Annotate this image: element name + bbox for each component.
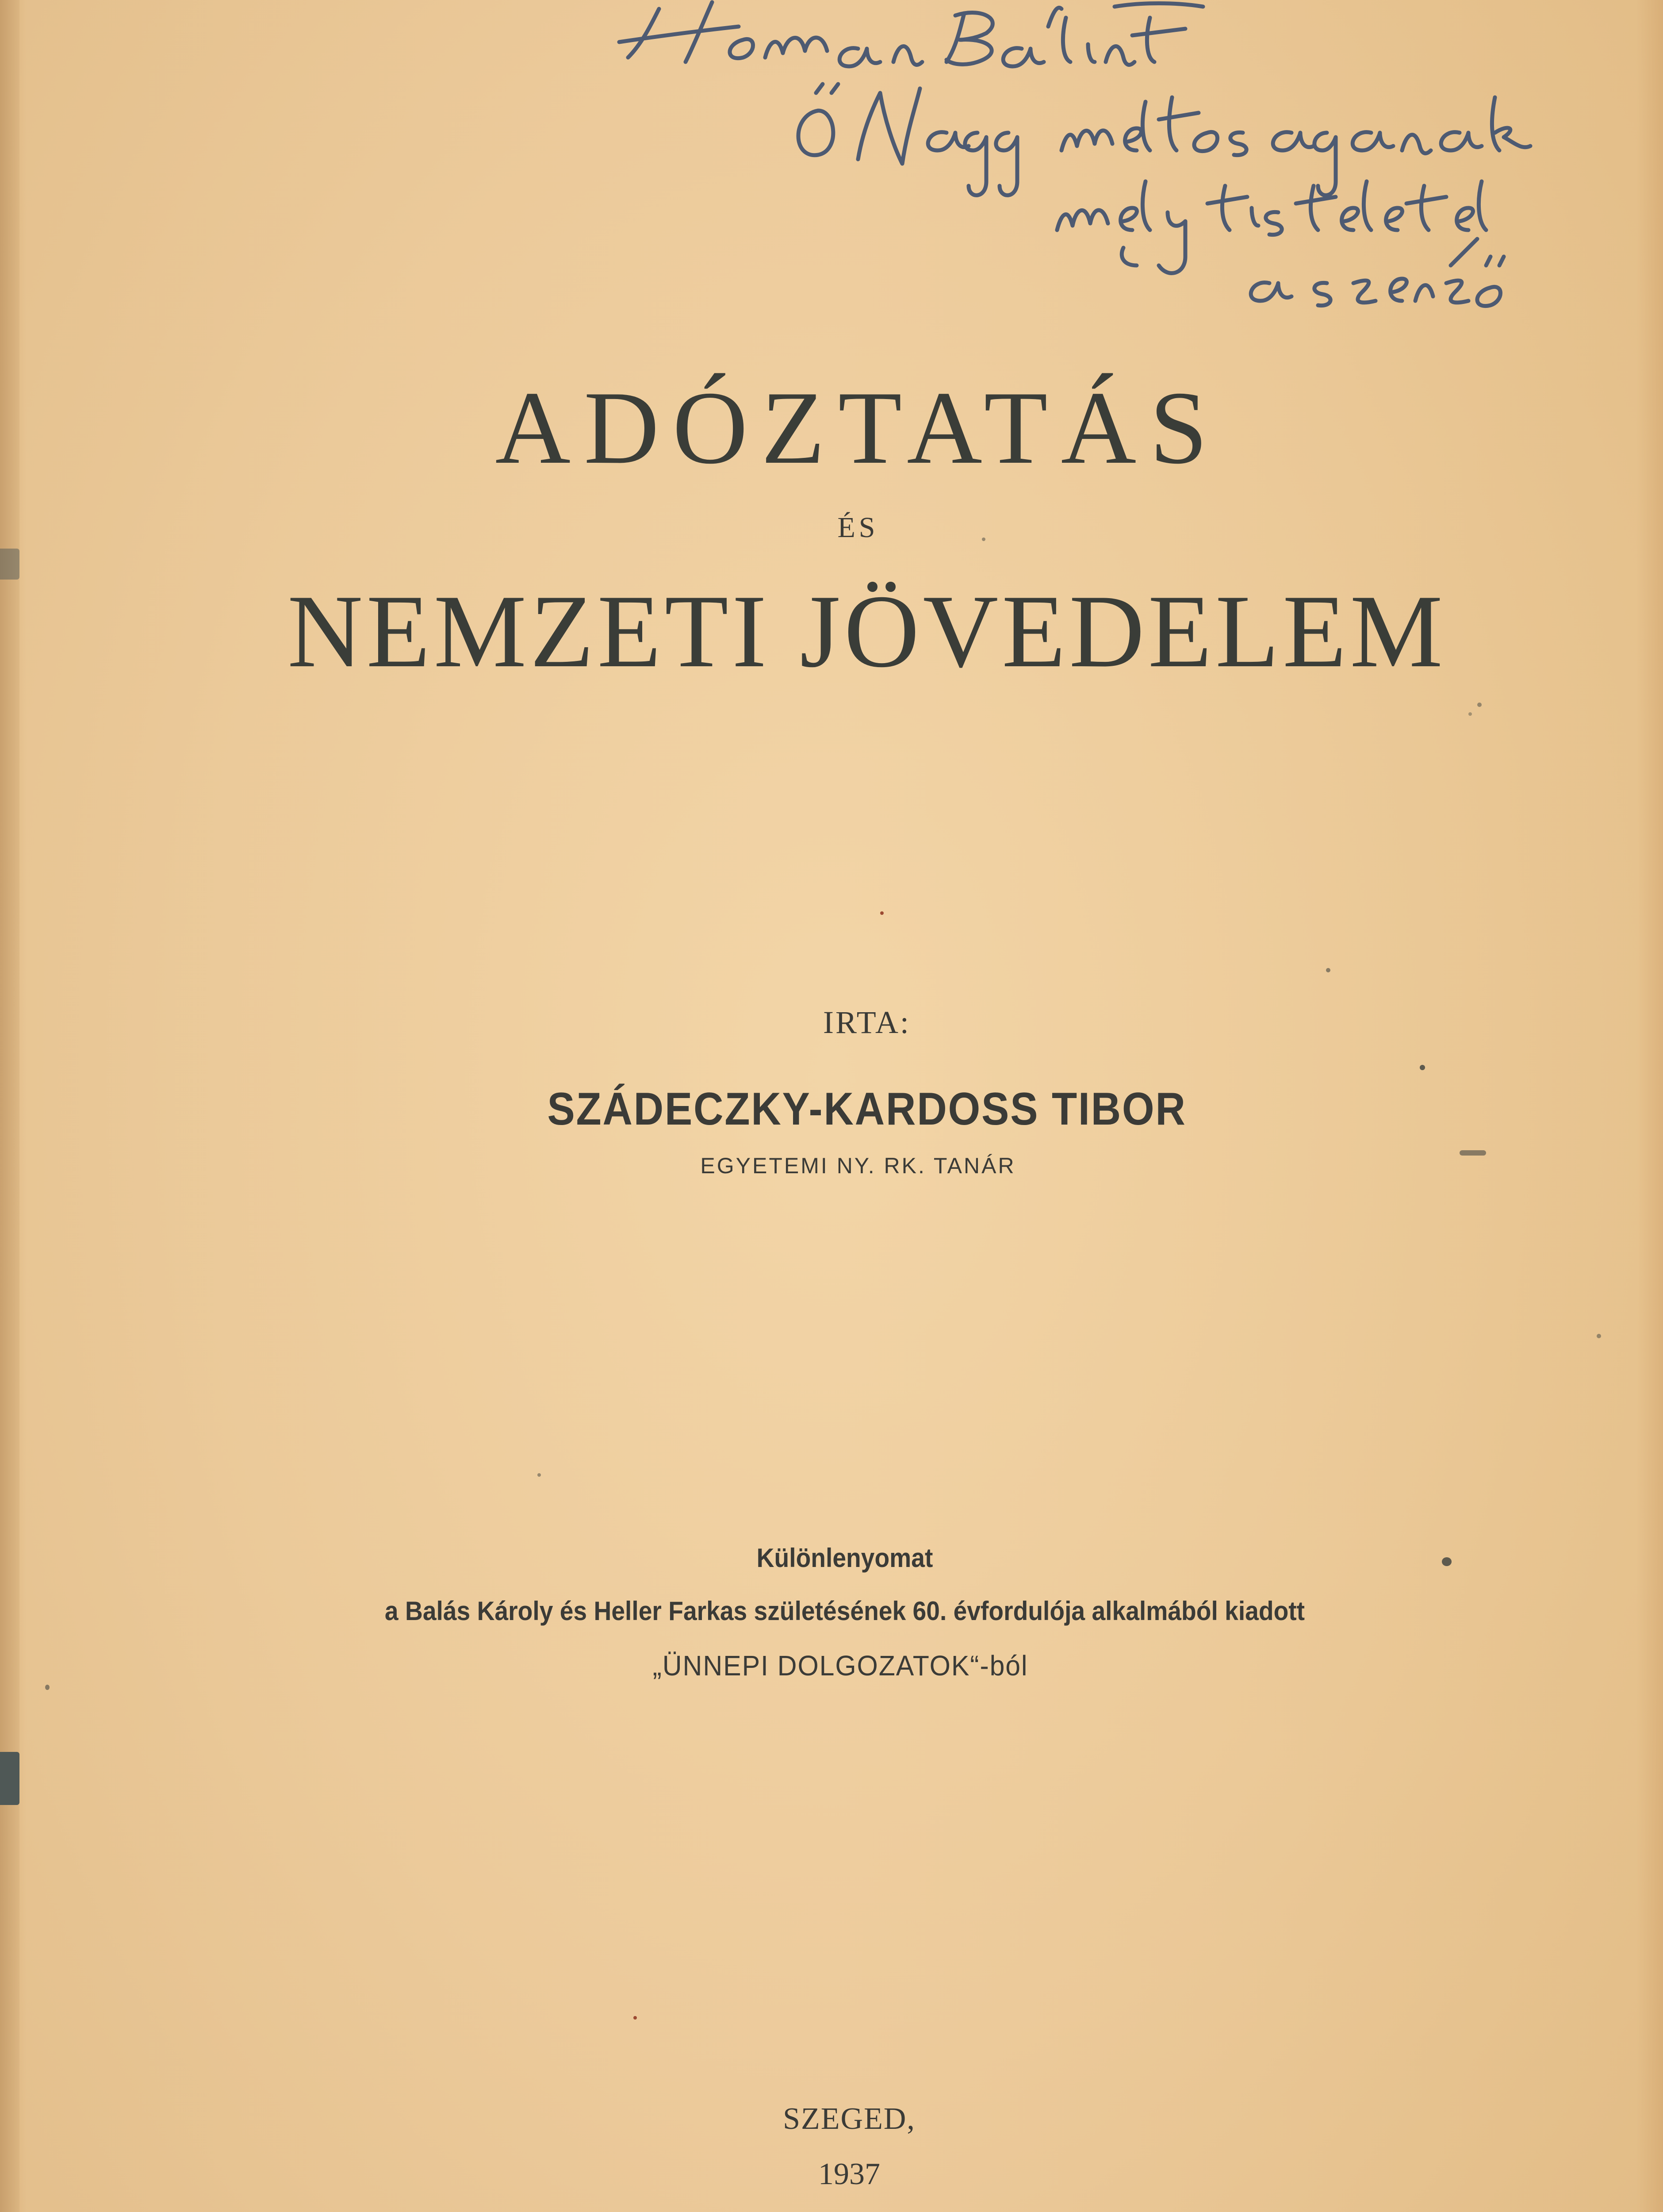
publication-place: SZEGED, bbox=[783, 2102, 916, 2136]
paper-speck bbox=[880, 911, 884, 915]
reprint-description: a Balás Károly és Heller Farkas születésének 60. évfordulója alkalmából kiadott bbox=[384, 1596, 1305, 1626]
reprint-note: Különlenyomat bbox=[756, 1543, 933, 1573]
handwritten-dedication bbox=[610, 0, 1601, 336]
title-line-2: NEMZETI JÖVEDELEM bbox=[287, 574, 1447, 689]
title-line-1: ADÓZTATÁS bbox=[495, 370, 1221, 486]
paper-speck bbox=[1326, 968, 1330, 972]
reprint-source: „ÜNNEPI DOLGOZATOK“-ból bbox=[652, 1650, 1028, 1682]
paper-speck bbox=[1468, 712, 1472, 716]
author-position: EGYETEMI NY. RK. TANÁR bbox=[700, 1153, 1016, 1178]
paper-speck bbox=[45, 1685, 50, 1690]
publication-year: 1937 bbox=[818, 2157, 880, 2191]
author-label: IRTA: bbox=[823, 1005, 911, 1040]
paper-speck bbox=[1442, 1557, 1452, 1566]
author-name: SZÁDECZKY-KARDOSS TIBOR bbox=[547, 1083, 1187, 1135]
paper-speck bbox=[1420, 1065, 1425, 1070]
page-damage-mark bbox=[0, 1752, 19, 1805]
handwritten-dedication-drawing bbox=[610, 0, 1601, 336]
page-left-edge bbox=[0, 0, 19, 2212]
paper-speck bbox=[1460, 1150, 1486, 1156]
paper-speck bbox=[982, 538, 985, 541]
title-conjunction: ÉS bbox=[837, 511, 879, 544]
paper-speck bbox=[1477, 703, 1482, 707]
paper-speck bbox=[1597, 1334, 1601, 1338]
paper-speck bbox=[633, 2016, 637, 2020]
page-damage-mark bbox=[0, 549, 19, 580]
paper-speck bbox=[537, 1473, 541, 1477]
